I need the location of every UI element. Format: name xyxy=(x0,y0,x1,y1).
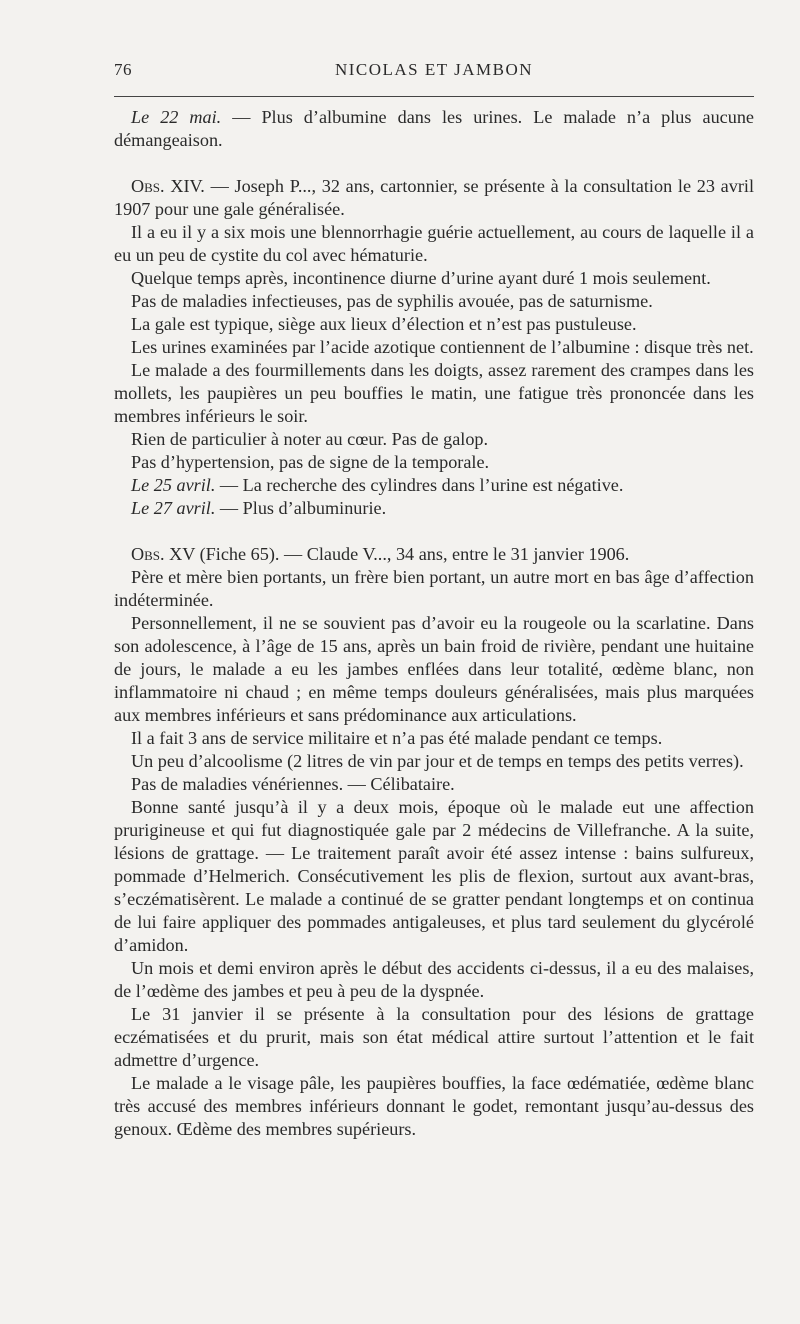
paragraph: Rien de particulier à noter au cœur. Pas de galop. xyxy=(131,429,489,449)
paragraph: Père et mère bien portants, un frère bien portant, un autre mort en bas âge d’affection indéterminée. xyxy=(114,567,754,610)
date-lead: Le 25 avril. xyxy=(131,475,216,495)
paragraph: Bonne santé jusqu’à il y a deux mois, époque où le malade eut une affection prurigineuse et qui fut diagnostiquée gale par 2 médecins de Villefranche. A la suite, lésions de grattage. — Le traitement paraît avoir été assez intense : bains sulfureux, pommade d’Helmerich. Consécutivement les plis de flexion, surtout aux avant-bras, s’eczématisèrent. Le malade a continué de se gratter pendant longtemps et on continua de lui faire appliquer des pommades antigaleuses, et plus tard seulement du glycérolé d’amidon. xyxy=(114,797,754,955)
paragraph: Quelque temps après, incontinence diurne d’urine ayant duré 1 mois seulement. xyxy=(131,268,711,288)
paragraph: Le malade a des fourmillements dans les doigts, assez rarement des crampes dans les mollets, les paupières un peu bouffies le matin, une fatigue très prononcée dans les membres inférieurs le soir. xyxy=(114,360,754,426)
observation-heading: Obs. XV (Fiche 65). — Claude V..., 34 ans, entre le 31 janvier 1906. xyxy=(131,544,630,564)
page-body xyxy=(114,106,754,1141)
paragraph: Le malade a le visage pâle, les paupières bouffies, la face œdématiée, œdème blanc très accusé des membres inférieurs donnant le godet, remontant jusqu’au-dessus des genoux. Œdème des membres supérieurs. xyxy=(114,1073,754,1139)
date-lead: Le 27 avril. xyxy=(131,498,216,518)
obs-abbrev: Obs. xyxy=(131,544,165,564)
paragraph: Le 22 mai. — Plus d’albumine dans les urines. Le malade n’a plus aucune démangeaison. xyxy=(114,107,754,150)
paragraph: Un peu d’alcoolisme (2 litres de vin par jour et de temps en temps des petits verres). xyxy=(131,751,744,771)
paragraph: Pas d’hypertension, pas de signe de la temporale. xyxy=(131,452,490,472)
paragraph: Les urines examinées par l’acide azotique contiennent de l’albumine : disque très net. xyxy=(131,337,754,357)
paragraph: Le 27 avril. — Plus d’albuminurie. xyxy=(131,498,387,518)
paragraph: Le 31 janvier il se présente à la consultation pour des lésions de grattage eczématisées et du prurit, mais son état médical attire surtout l’attention et le fait admettre d’urgence. xyxy=(114,1004,754,1070)
paragraph: Personnellement, il ne se souvient pas d’avoir eu la rougeole ou la scarlatine. Dans son adolescence, à l’âge de 15 ans, après un bain froid de rivière, pendant une huitaine de jours, le malade a eu les jambes enflées dans leur totalité, œdème blanc, non inflammatoire ni chaud ; en même temps douleurs généralisées, mais plus marquées aux membres inférieurs et sans prédominance aux articulations. xyxy=(114,613,754,725)
paragraph: Un mois et demi environ après le début des accidents ci-dessus, il a eu des malaises, de l’œdème des jambes et peu à peu de la dyspnée. xyxy=(114,958,754,1001)
header-rule xyxy=(114,96,754,97)
running-title: NICOLAS ET JAMBON xyxy=(334,60,534,79)
paragraph: Le 25 avril. — La recherche des cylindres dans l’urine est négative. xyxy=(131,475,624,495)
date-lead: Le 22 mai. xyxy=(131,107,222,127)
paragraph: La gale est typique, siège aux lieux d’élection et n’est pas pustuleuse. xyxy=(131,314,637,334)
paragraph: Pas de maladies vénériennes. — Célibataire. xyxy=(131,774,455,794)
paragraph: Il a fait 3 ans de service militaire et n’a pas été malade pendant ce temps. xyxy=(131,728,663,748)
paragraph: Il a eu il y a six mois une blennorrhagie guérie actuellement, au cours de laquelle il a eu un peu de cystite du col avec hématurie. xyxy=(114,222,754,265)
obs-abbrev: Obs. xyxy=(131,176,165,196)
page-number: 76 xyxy=(114,60,132,79)
paragraph: Pas de maladies infectieuses, pas de syphilis avouée, pas de saturnisme. xyxy=(131,291,653,311)
observation-heading: Obs. XIV. — Joseph P..., 32 ans, cartonnier, se présente à la consultation le 23 avril 1907 pour une gale généralisée. xyxy=(114,176,754,219)
page-header xyxy=(114,60,754,84)
